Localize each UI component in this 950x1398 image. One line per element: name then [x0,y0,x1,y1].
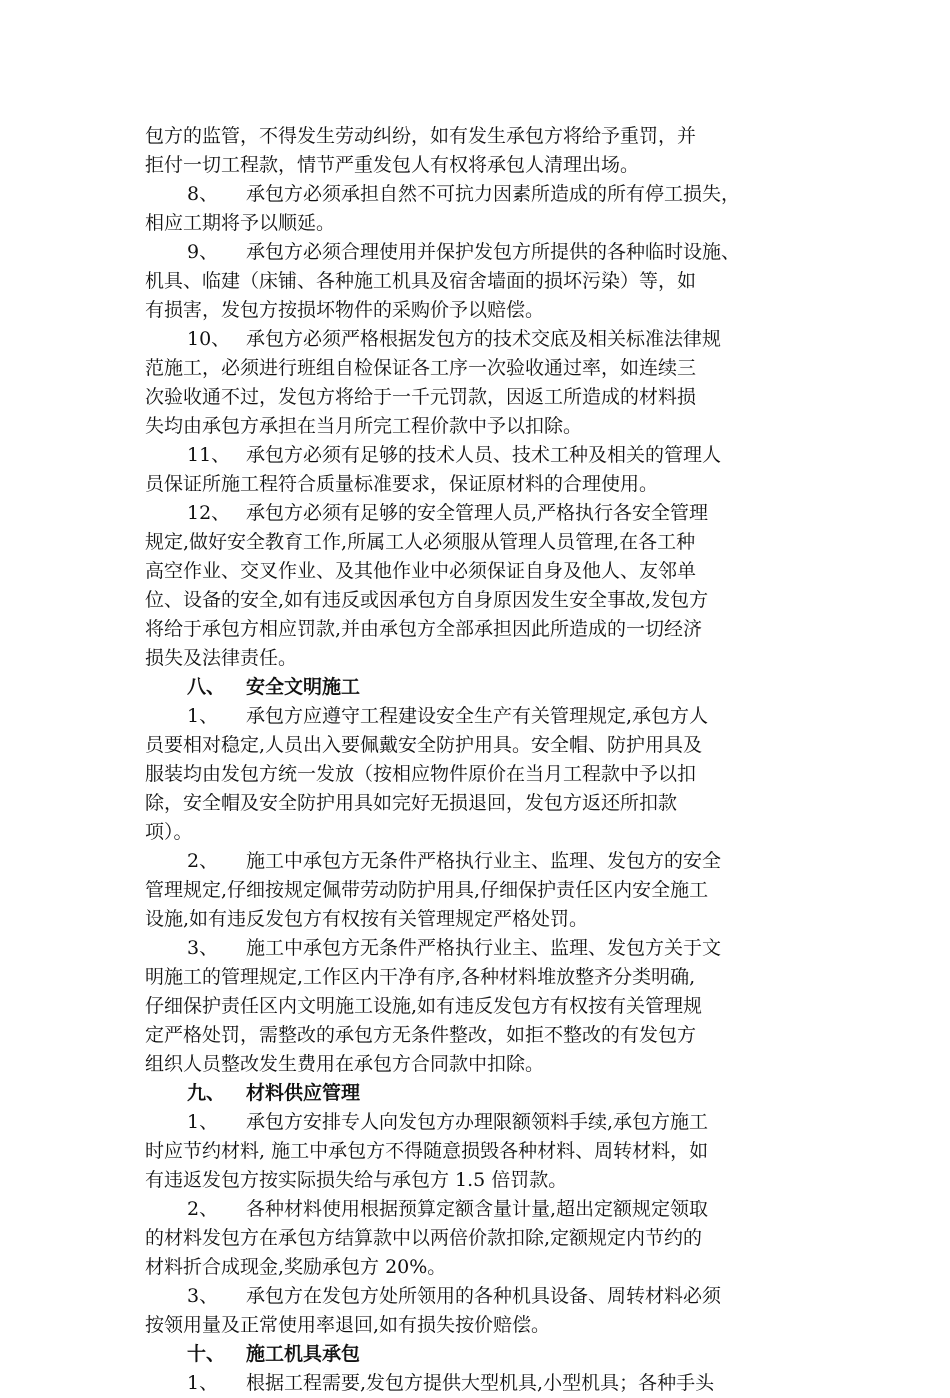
line-text: 仔细保护责任区内文明施工设施,如有违反发包方有权按有关管理规 [145,995,703,1017]
line-text: 按领用量及正常使用率退回,如有损失按价赔偿。 [145,1314,551,1336]
line-text: 相应工期将予以顺延。 [145,212,336,234]
text-line [145,180,817,209]
line-text: 承包方必须承担自然不可抗力因素所造成的所有停工损失， [246,183,741,205]
text-line [145,383,817,412]
line-text: 服装均由发包方统一发放（按相应物件原价在当月工程款中予以扣 [145,763,697,785]
line-text: 承包方必须有足够的技术人员、技术工种及相关的管理人 [246,444,722,466]
item-number: 八、 [187,676,226,698]
line-text: 范施工，必须进行班组自检保证各工序一次验收通过率，如连续三 [145,357,697,379]
text-line [145,1282,817,1311]
line-text: 将给于承包方相应罚款,并由承包方全部承担因此所造成的一切经济 [145,618,703,640]
item-number: 3、 [187,1285,219,1307]
item-number: 2、 [187,1198,219,1220]
text-line [145,934,817,963]
text-line [145,122,817,151]
line-text: 施工中承包方无条件严格执行业主、监理、发包方的安全 [246,850,722,872]
item-number: 十、 [187,1343,226,1365]
text-line [145,1195,817,1224]
item-number: 8、 [187,183,219,205]
heading-text: 材料供应管理 [246,1082,361,1104]
text-line [145,1050,817,1079]
line-text: 有违返发包方按实际损失给与承包方 1.5 倍罚款。 [145,1169,568,1191]
line-text: 承包方在发包方处所领用的各种机具设备、周转材料必须 [246,1285,722,1307]
text-line [145,209,817,238]
text-line [145,1224,817,1253]
line-text: 项）。 [145,821,193,843]
section-heading [145,1079,817,1108]
line-text: 定严格处罚，需整改的承包方无条件整改，如拒不整改的有发包方 [145,1024,697,1046]
document-body [145,122,817,1398]
line-text: 除，安全帽及安全防护用具如完好无损退回，发包方返还所扣款 [145,792,678,814]
line-text: 明施工的管理规定,工作区内干净有序,各种材料堆放整齐分类明确, [145,966,696,988]
line-text: 各种材料使用根据预算定额含量计量,超出定额规定领取 [246,1198,709,1220]
text-line [145,296,817,325]
text-line [145,615,817,644]
text-line [145,470,817,499]
line-text: 管理规定,仔细按规定佩带劳动防护用具,仔细保护责任区内安全施工 [145,879,709,901]
item-number: 10、 [187,328,231,350]
heading-text: 施工机具承包 [246,1343,361,1365]
text-line [145,963,817,992]
line-text: 损失及法律责任。 [145,647,298,669]
item-number: 九、 [187,1082,226,1104]
text-line [145,1021,817,1050]
text-line [145,267,817,296]
item-number: 1、 [187,1111,219,1133]
heading-text: 安全文明施工 [246,676,361,698]
text-line [145,992,817,1021]
text-line [145,441,817,470]
item-number: 1、 [187,1372,219,1394]
line-text: 高空作业、交叉作业、及其他作业中必须保证自身及他人、友邻单 [145,560,697,582]
line-text: 材料折合成现金,奖励承包方 20%。 [145,1256,447,1278]
item-number: 2、 [187,850,219,872]
text-line [145,354,817,383]
line-text: 员要相对稳定,人员出入要佩戴安全防护用具。安全帽、防护用具及 [145,734,703,756]
text-line [145,528,817,557]
line-text: 包方的监管，不得发生劳动纠纷，如有发生承包方将给予重罚，并 [145,125,697,147]
text-line [145,1311,817,1340]
text-line [145,1137,817,1166]
line-text: 时应节约材料, 施工中承包方不得随意损毁各种材料、周转材料，如 [145,1140,709,1162]
line-text: 组织人员整改发生费用在承包方合同款中扣除。 [145,1053,545,1075]
item-number: 12、 [187,502,231,524]
line-text: 拒付一切工程款，情节严重发包人有权将承包人清理出场。 [145,154,640,176]
text-line [145,847,817,876]
text-line [145,412,817,441]
item-number: 1、 [187,705,219,727]
section-heading [145,1340,817,1369]
line-text: 承包方安排专人向发包方办理限额领料手续,承包方施工 [246,1111,709,1133]
text-line [145,818,817,847]
text-line [145,731,817,760]
line-text: 位、设备的安全,如有违反或因承包方自身原因发生安全事故,发包方 [145,589,709,611]
text-line [145,1253,817,1282]
line-text: 根据工程需要,发包方提供大型机具,小型机具；各种手头 [246,1372,715,1394]
text-line [145,586,817,615]
line-text: 的材料发包方在承包方结算款中以两倍价款扣除,定额规定内节约的 [145,1227,703,1249]
text-line [145,557,817,586]
line-text: 承包方应遵守工程建设安全生产有关管理规定,承包方人 [246,705,709,727]
text-line [145,499,817,528]
item-number: 9、 [187,241,219,263]
line-text: 承包方必须合理使用并保护发包方所提供的各种临时设施、 [246,241,741,263]
line-text: 机具、临建（床铺、各种施工机具及宿舍墙面的损坏污染）等，如 [145,270,697,292]
line-text: 施工中承包方无条件严格执行业主、监理、发包方关于文 [246,937,722,959]
text-line [145,1166,817,1195]
text-line [145,876,817,905]
line-text: 次验收通不过，发包方将给于一千元罚款，因返工所造成的材料损 [145,386,697,408]
text-line [145,789,817,818]
text-line [145,905,817,934]
text-line [145,760,817,789]
text-line [145,1108,817,1137]
item-number: 3、 [187,937,219,959]
item-number: 11、 [187,444,231,466]
text-line [145,644,817,673]
text-line [145,702,817,731]
text-line [145,151,817,180]
line-text: 设施,如有违反发包方有权按有关管理规定严格处罚。 [145,908,589,930]
text-line [145,1369,817,1398]
line-text: 承包方必须有足够的安全管理人员,严格执行各安全管理 [246,502,709,524]
text-line [145,238,817,267]
line-text: 员保证所施工程符合质量标准要求，保证原材料的合理使用。 [145,473,659,495]
text-line [145,325,817,354]
line-text: 有损害，发包方按损坏物件的采购价予以赔偿。 [145,299,545,321]
line-text: 承包方必须严格根据发包方的技术交底及相关标准法律规 [246,328,722,350]
line-text: 规定,做好安全教育工作,所属工人必须服从管理人员管理,在各工种 [145,531,696,553]
line-text: 失均由承包方承担在当月所完工程价款中予以扣除。 [145,415,583,437]
section-heading [145,673,817,702]
